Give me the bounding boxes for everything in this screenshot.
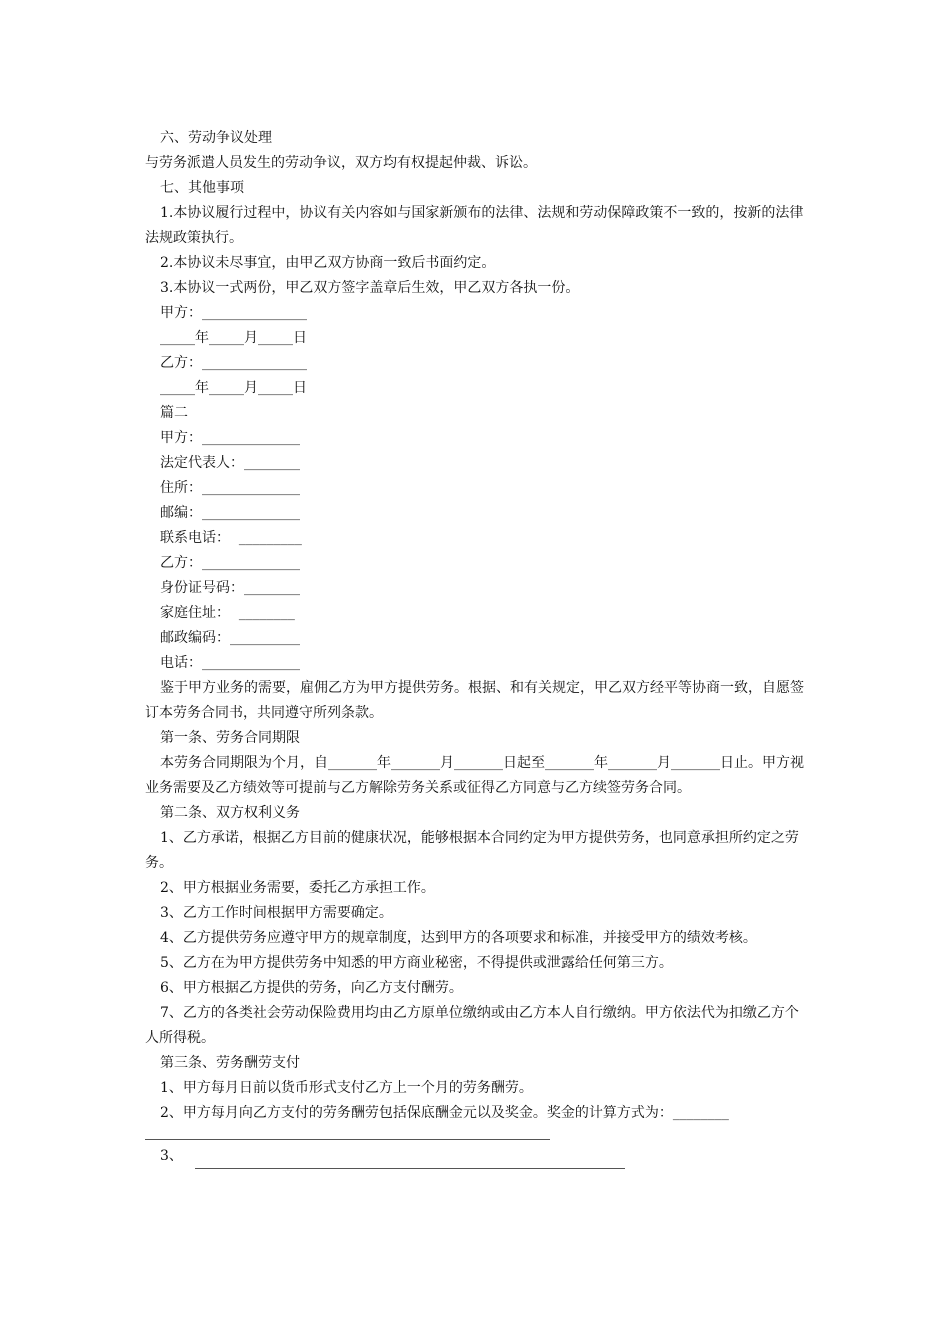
list-item: 5、乙方在为甲方提供劳务中知悉的甲方商业秘密，不得提供或泄露给任何第三方。 — [160, 955, 673, 971]
form-field-party-b: 乙方：______________ — [160, 555, 300, 571]
document-body — [145, 126, 810, 1169]
paragraph: 与劳务派遣人员发生的劳动争议，双方均有权提起仲裁、诉讼。 — [145, 155, 537, 171]
list-item: 1、乙方承诺，根据乙方目前的健康状况，能够根据本合同约定为甲方提供劳务，也同意承担所约定之劳务。 — [145, 830, 799, 871]
preamble-paragraph: 鉴于甲方业务的需要，雇佣乙方为甲方提供劳务。根据、和有关规定，甲乙双方经平等协商一致，自愿签订本劳务合同书，共同遵守所列条款。 — [145, 680, 804, 721]
list-item: 1.本协议履行过程中，协议有关内容如与国家新颁布的法律、法规和劳动保障政策不一致的，按新的法律法规政策执行。 — [145, 205, 804, 246]
section-heading: 七、其他事项 — [160, 180, 244, 196]
list-item: 3、乙方工作时间根据甲方需要确定。 — [160, 905, 393, 921]
signature-field-party-b: 乙方：_______________ — [160, 355, 307, 371]
list-item: 3.本协议一式两份，甲乙双方签字盖章后生效，甲乙双方各执一份。 — [160, 280, 580, 296]
signature-field-party-a: 甲方：_______________ — [160, 305, 307, 321]
form-field-zip: 邮政编码：__________ — [160, 630, 300, 646]
paragraph: 本劳务合同期限为个月，自_______年_______月_______日起至_______年_______月_______日止。甲方视业务需要及乙方绩效等可提前与乙方解除劳务关系或征得乙方同意与乙方续签劳务合同。 — [145, 755, 804, 796]
list-item: 2、甲方根据业务需要，委托乙方承担工作。 — [160, 880, 435, 896]
form-field-postcode: 邮编：______________ — [160, 505, 300, 521]
form-field-address: 住所：______________ — [160, 480, 300, 496]
form-field-legal-rep: 法定代表人：________ — [160, 455, 300, 471]
list-item: 4、乙方提供劳务应遵守甲方的规章制度，达到甲方的各项要求和标准，并接受甲方的绩效考核。 — [160, 930, 757, 946]
fill-in-line — [195, 1151, 625, 1169]
article-heading: 第一条、劳务合同期限 — [160, 730, 300, 746]
fill-in-line — [145, 1139, 550, 1140]
part-heading: 篇二 — [160, 405, 188, 421]
form-field-party-a: 甲方：______________ — [160, 430, 300, 446]
list-item: 7、乙方的各类社会劳动保险费用均由乙方原单位缴纳或由乙方本人自行缴纳。甲方依法代为扣缴乙方个人所得税。 — [145, 1005, 799, 1046]
form-field-tel: 电话：______________ — [160, 655, 300, 671]
article-heading: 第二条、双方权利义务 — [160, 805, 300, 821]
list-item: 6、甲方根据乙方提供的劳务，向乙方支付酬劳。 — [160, 980, 463, 996]
form-field-home-address: 家庭住址： ________ — [160, 605, 295, 621]
list-item-label: 3、 — [160, 1148, 183, 1164]
date-field: _____年_____月_____日 — [160, 330, 307, 346]
form-field-id-number: 身份证号码：________ — [160, 580, 300, 596]
list-item — [145, 1144, 810, 1169]
list-item: 1、甲方每月日前以货币形式支付乙方上一个月的劳务酬劳。 — [160, 1080, 533, 1096]
list-item: 2.本协议未尽事宜，由甲乙双方协商一致后书面约定。 — [160, 255, 496, 271]
article-heading: 第三条、劳务酬劳支付 — [160, 1055, 300, 1071]
date-field: _____年_____月_____日 — [160, 380, 307, 396]
list-item: 2、甲方每月向乙方支付的劳务酬劳包括保底酬金元以及奖金。奖金的计算方式为：________ — [160, 1105, 729, 1121]
form-field-phone: 联系电话： _________ — [160, 530, 302, 546]
section-heading: 六、劳动争议处理 — [160, 130, 272, 146]
